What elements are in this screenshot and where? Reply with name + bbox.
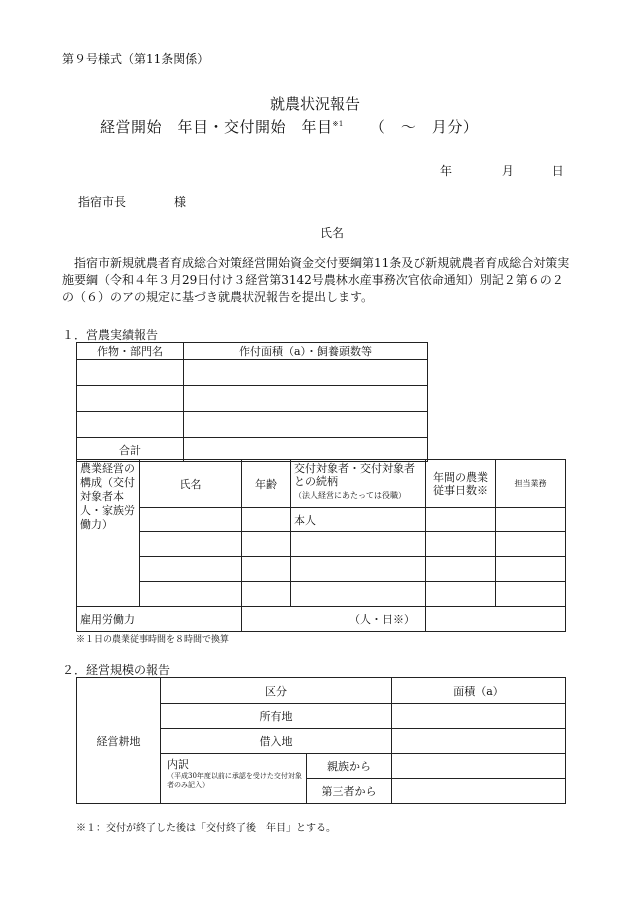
from-family-area[interactable] [392,754,566,779]
name-header: 氏名 [140,460,242,508]
date-line [440,162,564,179]
from-family-label: 親族から [307,754,392,779]
area-col-header: 面積（a） [392,678,566,704]
member-duty-cell[interactable] [496,582,566,607]
hired-labor-empty [496,607,566,632]
area-header: 作付面積（a）・飼養頭数等 [184,343,428,360]
labor-table [76,459,566,632]
member-name-cell[interactable] [140,557,242,582]
member-duty-cell[interactable] [496,557,566,582]
addressee [78,193,186,210]
scale-table [76,677,566,804]
member-age-cell[interactable] [242,508,291,532]
member-relation-cell[interactable] [291,582,426,607]
member-age-cell[interactable] [242,557,291,582]
crop-cell[interactable] [77,386,184,412]
owned-land-label: 所有地 [161,704,392,729]
crop-table [76,342,428,462]
leased-land-label: 借入地 [161,729,392,754]
area-cell[interactable] [184,360,428,386]
relation-header-text: 交付対象者・交付対象者との続柄 [294,462,415,488]
from-third-area[interactable] [392,779,566,804]
member-relation-cell[interactable] [291,557,426,582]
days-header: 年間の農業従事日数※ [426,460,496,508]
member-duty-cell[interactable] [496,532,566,557]
footnote: ※１：交付が終了した後は「交付終了後 年目」とする。 [76,823,336,834]
scale-row-group: 経営耕地 [77,678,161,804]
date-day: 日 [551,164,564,178]
member-name-cell[interactable] [140,582,242,607]
breakdown-note: （平成30年度以前に承認を受けた交付対象者のみ記入） [167,772,302,789]
applicant-name-label: 氏名 [320,226,345,240]
member-name-cell[interactable] [140,532,242,557]
report-title: 就農状況報告 [269,95,360,113]
addressee-honorific: 様 [174,195,187,209]
member-name-cell[interactable] [140,508,242,532]
crop-cell[interactable] [77,412,184,438]
total-cell[interactable] [184,438,428,462]
category-header: 区分 [161,678,392,704]
body-paragraph: 指宿市新規就農者育成総合対策経営開始資金交付要綱第11条及び新規就農者育成総合対策実施要綱（令和４年３月29日付け３経営第3142号農林水産事務次官依命通知）別記２第６の２の（６）のアの規定に基づき就農状況報告を提出します。 [62,256,570,304]
member-days-cell[interactable] [426,582,496,607]
hired-labor-unit: （人・日※） [242,607,426,632]
area-cell[interactable] [184,412,428,438]
crop-cell[interactable] [77,360,184,386]
subtitle-main: 経営開始 年目・交付開始 年目 [100,118,333,136]
member-days-cell[interactable] [426,532,496,557]
date-month: 月 [501,164,514,178]
subtitle-note-ref: ※1 [332,120,344,128]
addressee-name: 指宿市長 [78,195,127,209]
from-third-label: 第三者から [307,779,392,804]
member-age-cell[interactable] [242,582,291,607]
duty-header: 担当業務 [496,460,566,508]
section2-title: ２．経営規模の報告 [62,663,171,677]
area-cell[interactable] [184,386,428,412]
labor-note: ※１日の農業従事時間を８時間で換算 [76,635,230,645]
relation-header [291,460,426,508]
report-subtitle [100,116,478,137]
age-header: 年齢 [242,460,291,508]
member-relation-self: 本人 [291,508,426,532]
hired-labor-empty [426,607,496,632]
labor-row-label: 農業経営の構成（交付対象者本人・家族労働力） [77,460,140,607]
member-relation-cell[interactable] [291,532,426,557]
member-age-cell[interactable] [242,532,291,557]
member-days-cell[interactable] [426,508,496,532]
owned-land-area[interactable] [392,704,566,729]
member-days-cell[interactable] [426,557,496,582]
total-label: 合計 [77,438,184,462]
section1-title: １．営農実績報告 [62,328,159,342]
breakdown-label: 内訳 [167,758,189,771]
date-year: 年 [440,164,453,178]
hired-labor-label: 雇用労働力 [77,607,242,632]
subtitle-period: （ ～ 月分） [369,118,479,136]
relation-header-note: （法人経営にあたっては役職） [294,491,406,500]
leased-land-area[interactable] [392,729,566,754]
crop-header: 作物・部門名 [77,343,184,360]
breakdown-cell [161,754,307,804]
form-number: 第９号様式（第11条関係） [62,52,210,66]
member-duty-cell[interactable] [496,508,566,532]
